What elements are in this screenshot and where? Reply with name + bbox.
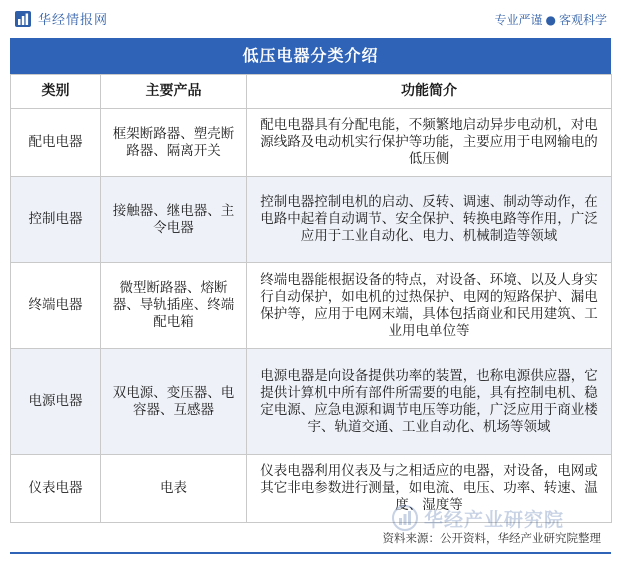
products-cell: 接触器、继电器、主令电器 [101, 177, 247, 263]
classification-table [10, 74, 612, 523]
brand [14, 9, 108, 28]
category-cell: 电源电器 [11, 349, 101, 455]
products-cell: 双电源、变压器、电容器、互感器 [101, 349, 247, 455]
bottom-divider [10, 552, 611, 554]
products-cell: 框架断路器、塑壳断路器、隔离开关 [101, 109, 247, 177]
column-header-description: 功能简介 [247, 75, 612, 109]
category-cell: 配电电器 [11, 109, 101, 177]
category-cell: 仪表电器 [11, 455, 101, 523]
top-header [0, 0, 621, 36]
table-row [11, 349, 612, 455]
separator-dot-icon: ● [545, 13, 556, 27]
description-cell: 控制电器控制电机的启动、反转、调速、制动等动作，在电路中起着自动调节、安全保护、转换电路等作用，广泛应用于工业自动化、电力、机械制造等领域 [247, 177, 612, 263]
description-cell: 终端电器能根据设备的特点，对设备、环境、以及人身实行自动保护，如电机的过热保护、电网的短路保护、漏电保护等，应用于电网末端，具体包括商业和民用建筑、工业用电单位等 [247, 263, 612, 349]
column-header-category: 类别 [11, 75, 101, 109]
brand-name: 华经情报网 [38, 13, 109, 28]
table-row [11, 455, 612, 523]
slogan-left: 专业严谨 [494, 13, 543, 27]
products-cell: 电表 [101, 455, 247, 523]
category-cell: 终端电器 [11, 263, 101, 349]
column-header-products: 主要产品 [101, 75, 247, 109]
category-cell: 控制电器 [11, 177, 101, 263]
slogan-right: 客观科学 [558, 13, 607, 27]
description-cell: 仪表电器利用仪表及与之相适应的电器，对设备，电网或其它非电参数进行测量，如电流、电压、功率、转速、温度、湿度等 [247, 455, 612, 523]
header-row [11, 75, 612, 109]
table-row [11, 109, 612, 177]
slogan [494, 11, 607, 28]
brand-logo-icon [14, 10, 32, 28]
table-title: 低压电器分类介绍 [10, 38, 611, 74]
table-row [11, 263, 612, 349]
products-cell: 微型断路器、熔断器、导轨插座、终端配电箱 [101, 263, 247, 349]
watermark-text: 华经产业研究院 [424, 508, 565, 531]
description-cell: 配电电器具有分配电能，不频繁地启动异步电动机，对电源线路及电动机实行保护等功能，主要应用于电网输电的低压侧 [247, 109, 612, 177]
description-cell: 电源电器是向设备提供功率的装置，也称电源供应器，它提供计算机中所有部件所需要的电能，具有控制电机、稳定电源、应急电源和调节电压等功能，广泛应用于商业楼宇、轨道交通、工业自动化、机场等领域 [247, 349, 612, 455]
source-note: 资料来源：公开资料，华经产业研究院整理 [382, 531, 601, 545]
table-row [11, 177, 612, 263]
